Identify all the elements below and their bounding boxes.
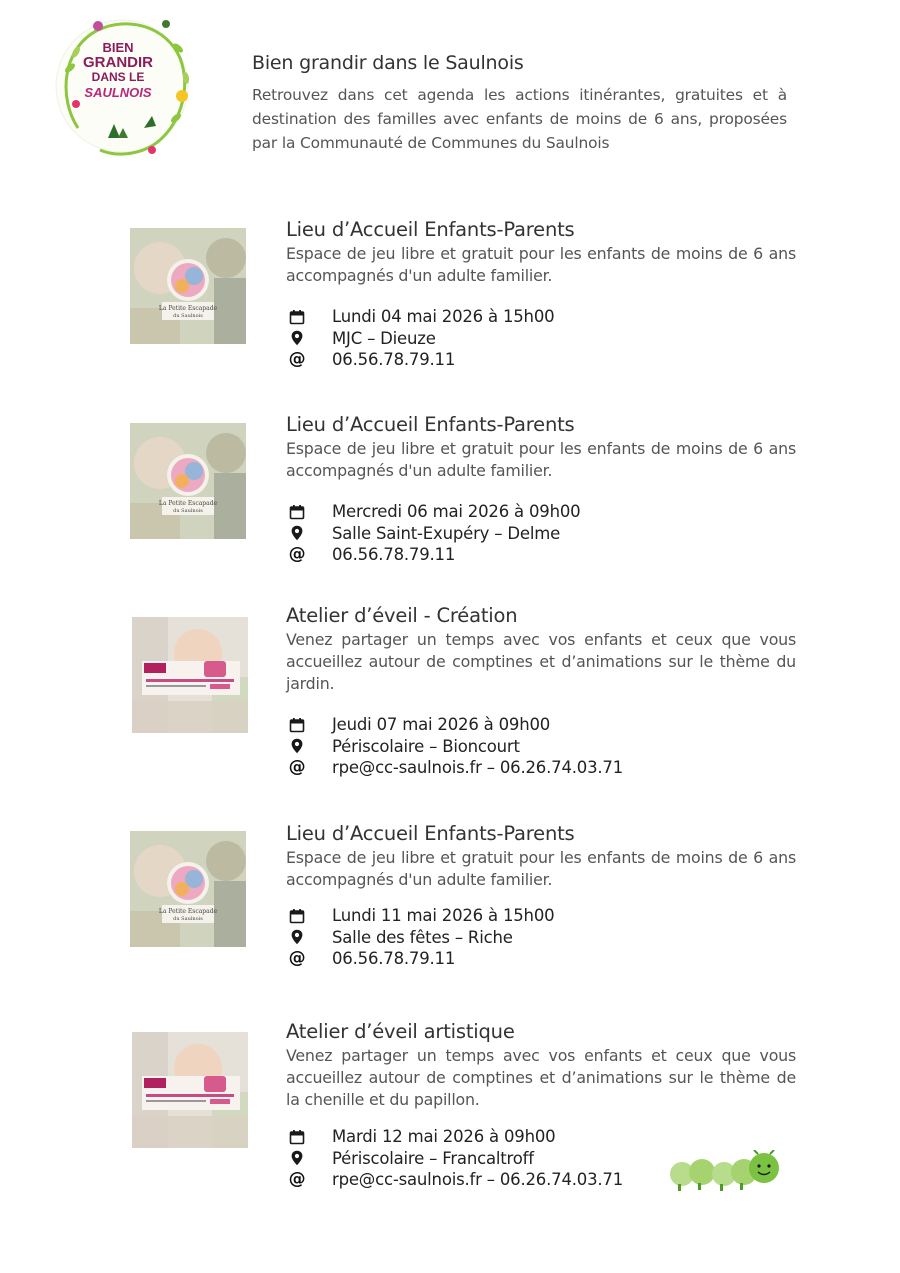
event-date: Lundi 04 mai 2026 à 15h00 [332, 307, 555, 327]
at-icon: @ [288, 349, 306, 370]
event-title: Atelier d’éveil - Création [286, 604, 518, 627]
map-pin-icon [287, 928, 307, 946]
logo-line-2: GRANDIR [83, 54, 153, 71]
event-contact: rpe@cc-saulnois.fr – 06.26.74.03.71 [332, 1170, 624, 1190]
calendar-icon [287, 907, 307, 925]
event-contact-row [286, 948, 806, 970]
at-icon: @ [288, 757, 306, 778]
event-description: Espace de jeu libre et gratuit pour les enfants de moins de 6 ans accompagnés d'un adulte familier. [286, 244, 796, 285]
at-icon: @ [288, 948, 306, 969]
event-date: Lundi 11 mai 2026 à 15h00 [332, 906, 555, 926]
at-icon: @ [288, 1169, 306, 1190]
event-date-row [286, 714, 806, 736]
event-description: Venez partager un temps avec vos enfants et ceux que vous accueillez autour de comptines et d’animations sur le thème du jardin. [286, 630, 796, 693]
event-place: Périscolaire – Francaltroff [332, 1148, 534, 1168]
event-title: Lieu d’Accueil Enfants-Parents [286, 218, 575, 241]
at-icon: @ [288, 544, 306, 565]
event-description: Espace de jeu libre et gratuit pour les enfants de moins de 6 ans accompagnés d'un adulte familier. [286, 848, 796, 889]
event-contact-row [286, 757, 806, 779]
laep-thumbnail-image [130, 831, 246, 947]
event-contact-row [286, 349, 806, 371]
event-contact: 06.56.78.79.11 [332, 949, 456, 969]
event-description: Venez partager un temps avec vos enfants et ceux que vous accueillez autour de comptines et d’animations sur le thème de la chenille et du papillon. [286, 1046, 796, 1109]
event-place: Périscolaire – Bioncourt [332, 736, 520, 756]
event-place: Salle des fêtes – Riche [332, 927, 513, 947]
caterpillar-icon [668, 1150, 782, 1194]
map-pin-icon [287, 737, 307, 755]
event-date-row [286, 1126, 806, 1148]
event-contact-row [286, 544, 806, 566]
map-pin-icon [287, 1149, 307, 1167]
event-place: Salle Saint-Exupéry – Delme [332, 523, 561, 543]
event-date: Mardi 12 mai 2026 à 09h00 [332, 1127, 556, 1147]
event-date: Mercredi 06 mai 2026 à 09h00 [332, 502, 581, 522]
calendar-icon [287, 1128, 307, 1146]
bien-grandir-logo [48, 8, 196, 168]
event-place-row [286, 736, 806, 758]
logo-line-4: SAULNOIS [84, 85, 152, 100]
calendar-icon [287, 716, 307, 734]
event-date-row [286, 905, 806, 927]
logo-line-1: BIEN [102, 40, 134, 55]
event-contact: 06.56.78.79.11 [332, 350, 456, 370]
laep-thumbnail-image [130, 228, 246, 344]
event-place-row [286, 523, 806, 545]
event-title: Lieu d’Accueil Enfants-Parents [286, 413, 575, 436]
calendar-icon [287, 308, 307, 326]
event-place-row [286, 328, 806, 350]
event-title: Atelier d’éveil artistique [286, 1020, 515, 1043]
map-pin-icon [287, 524, 307, 542]
page-intro: Retrouvez dans cet agenda les actions itinérantes, gratuites et à destination des familles avec enfants de moins de 6 ans, proposées par la Communauté de Communes du Saulnois [252, 86, 787, 152]
event-date: Jeudi 07 mai 2026 à 09h00 [332, 715, 551, 735]
event-date-row [286, 501, 806, 523]
calendar-icon [287, 503, 307, 521]
logo-line-3: DANS LE [91, 70, 145, 84]
event-contact: 06.56.78.79.11 [332, 545, 456, 565]
page-title: Bien grandir dans le Saulnois [252, 52, 524, 74]
map-pin-icon [287, 329, 307, 347]
laep-thumbnail-image [130, 423, 246, 539]
event-description: Espace de jeu libre et gratuit pour les enfants de moins de 6 ans accompagnés d'un adulte familier. [286, 439, 796, 480]
event-contact: rpe@cc-saulnois.fr – 06.26.74.03.71 [332, 758, 624, 778]
rpe-thumbnail-image [132, 1032, 248, 1148]
event-date-row [286, 306, 806, 328]
page-header [252, 52, 787, 155]
event-place-row [286, 927, 806, 949]
rpe-thumbnail-image [132, 617, 248, 733]
event-title: Lieu d’Accueil Enfants-Parents [286, 822, 575, 845]
event-place: MJC – Dieuze [332, 328, 436, 348]
